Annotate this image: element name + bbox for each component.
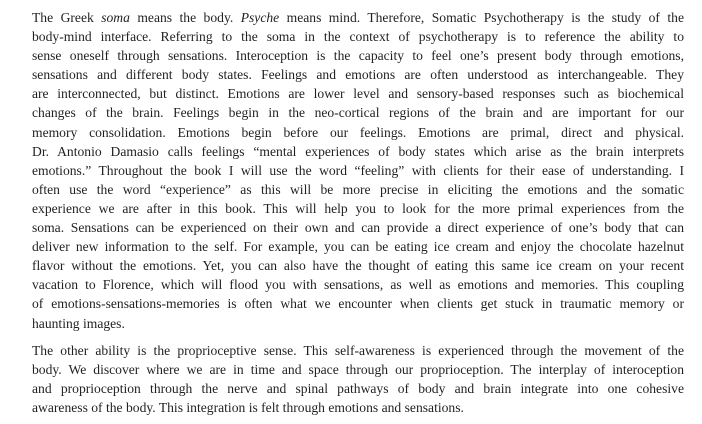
text-line: are interconnected, but distinct. Emotions are lower level and sensory-based responses such as biochemical [32, 86, 684, 102]
text-line: often use the word “experience” as this will be more precise in eliciting the emotions and the somatic [32, 181, 684, 197]
text-line: flavor without the emotions. Yet, you can also have the thought of eating this same ice cream on your recent [32, 258, 684, 274]
paragraph-proprioception [32, 341, 684, 417]
text-line: The other ability is the proprioceptive sense. This self-awareness is experienced through the movement of the [32, 342, 684, 358]
text-line: sensations and different body states. Feelings and emotions are often understood as interchangeable. They [32, 67, 684, 83]
text-line: Dr. Antonio Damasio calls feelings “mental experiences of body states which arise as the brain interprets [32, 143, 684, 159]
text-line [32, 8, 684, 27]
text-line: emotions.” Throughout the book I will use the word “feeling” with clients for their ease of understanding. I [32, 162, 684, 178]
text-line: soma. Sensations can be experienced on their own and can provide a direct experience of one’s body that can [32, 220, 684, 236]
text-line: and proprioception through the nerve and spinal pathways of body and brain integrate into one cohesive [32, 380, 684, 396]
text-segment: The Greek [32, 10, 102, 25]
text-line: experience we are after in this book. This will help you to look for the more primal experiences from the [32, 200, 684, 216]
text-line: body-mind interface. Referring to the soma in the context of psychotherapy is to reference the ability to [32, 29, 684, 45]
text-segment: means mind. Therefore, Somatic Psychotherapy is the study of the [279, 10, 685, 25]
italic-term-psyche: Psyche [240, 10, 280, 25]
text-line: body. We discover where we are in time and space through our proprioception. The interplay of interoception [32, 361, 684, 377]
text-line: memory consolidation. Emotions begin before our feelings. Emotions are primal, direct and physical. [32, 124, 684, 140]
italic-term-soma: soma [101, 10, 130, 25]
text-line: of emotions-sensations-memories is often what we encounter when clients get stuck in traumatic memory or [32, 296, 684, 312]
paragraph-soma-psyche [32, 8, 684, 333]
text-line: changes of the brain. Feelings begin in the neo-cortical regions of the brain and are important for our [32, 105, 684, 121]
text-line: awareness of the body. This integration is felt through emotions and sensations. [32, 399, 464, 415]
document-page [32, 8, 684, 417]
text-line: deliver new information to the self. For example, you can be eating ice cream and enjoy the chocolate hazelnut [32, 239, 684, 255]
text-line: haunting images. [32, 315, 125, 331]
text-segment: means the body. [129, 10, 241, 25]
text-line: vacation to Florence, which will flood you with sensations, as well as emotions and memories. This coupling [32, 277, 684, 293]
text-line: sense oneself through sensations. Interoception is the capacity to feel one’s present body through emotions, [32, 48, 684, 64]
